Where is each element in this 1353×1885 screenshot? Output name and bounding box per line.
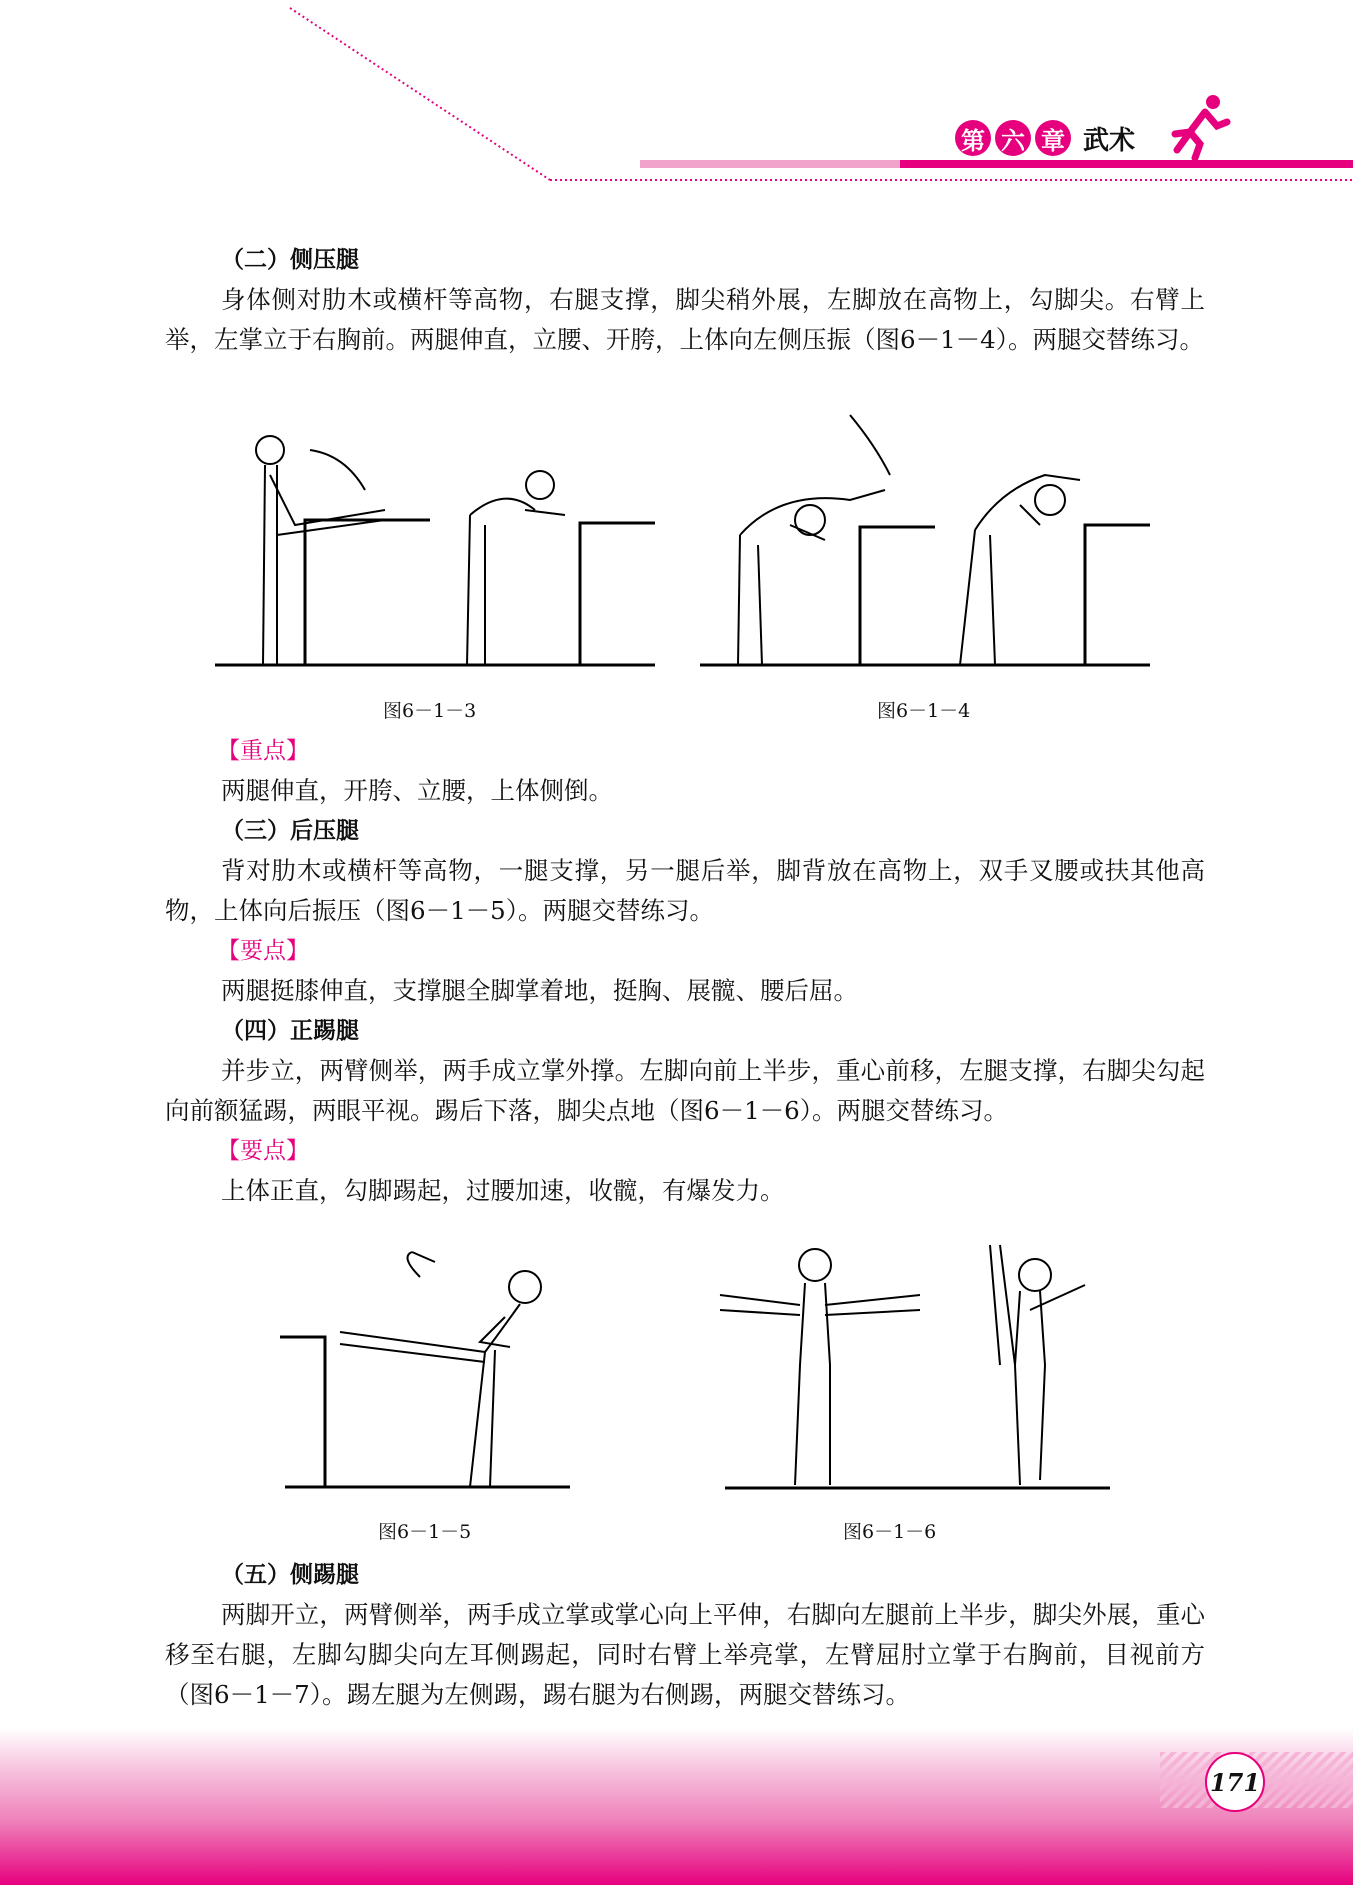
para-side-kick: 两脚开立，两臂侧举，两手成立掌或掌心向上平伸，右脚向左腿前上半步，脚尖外展，重心移至右腿，左脚勾脚尖向左耳侧踢起，同时右臂上举亮掌，左臂屈肘立掌于右胸前，目视前方（图6－1－7）。踢左腿为左侧踢，踢右腿为右侧踢，两腿交替练习。 bbox=[165, 1600, 1205, 1709]
heading-side-leg-press: （二）侧压腿 bbox=[221, 247, 359, 273]
footer-band bbox=[0, 1728, 1353, 1885]
figure-6-1-4-caption: 图6－1－4 bbox=[877, 700, 971, 722]
key-point-text-3: 两腿挺膝伸直，支撑腿全脚掌着地，挺胸、展髋、腰后屈。 bbox=[221, 976, 858, 1005]
figure-6-1-4 bbox=[700, 405, 1160, 675]
figure-6-1-5-caption: 图6－1－5 bbox=[378, 1521, 472, 1543]
page-number: 171 bbox=[1205, 1752, 1265, 1812]
heading-front-kick: （四）正踢腿 bbox=[221, 1018, 359, 1044]
para-side-leg-press: 身体侧对肋木或横杆等高物，右腿支撑，脚尖稍外展，左脚放在高物上，勾脚尖。右臂上举，左掌立于右胸前。两腿伸直，立腰、开胯，上体向左侧压振（图6－1－4）。两腿交替练习。 bbox=[165, 285, 1205, 354]
runner-icon bbox=[1165, 92, 1235, 162]
page-content-bottom bbox=[165, 1555, 1205, 1715]
para-back-leg-press: 背对肋木或横杆等高物，一腿支撑，另一腿后举，脚背放在高物上，双手叉腰或扶其他高物，上体向后振压（图6－1－5）。两腿交替练习。 bbox=[165, 856, 1205, 925]
chapter-name: 武术 bbox=[1083, 125, 1136, 156]
figure-6-1-5 bbox=[280, 1232, 580, 1492]
chapter-char-1: 第 bbox=[955, 120, 991, 156]
page-content bbox=[165, 240, 1205, 360]
key-point-label-4: 【要点】 bbox=[217, 1138, 309, 1164]
chapter-char-3: 章 bbox=[1035, 120, 1071, 156]
figure-6-1-6 bbox=[700, 1225, 1120, 1495]
heading-back-leg-press: （三）后压腿 bbox=[221, 818, 359, 844]
heading-side-kick: （五）侧踢腿 bbox=[221, 1562, 359, 1588]
header-decoration bbox=[0, 0, 1353, 200]
figure-6-1-3 bbox=[215, 415, 665, 675]
chapter-char-2: 六 bbox=[995, 120, 1031, 156]
key-point-text-4: 上体正直，勾脚踢起，过腰加速，收髋，有爆发力。 bbox=[221, 1176, 785, 1205]
key-point-label-2: 【重点】 bbox=[217, 738, 309, 764]
figure-6-1-3-caption: 图6－1－3 bbox=[383, 700, 477, 722]
figure-6-1-6-caption: 图6－1－6 bbox=[843, 1521, 937, 1543]
chapter-header bbox=[955, 118, 1135, 158]
page-content-middle bbox=[165, 731, 1205, 1211]
key-point-label-3: 【要点】 bbox=[217, 938, 309, 964]
key-point-text-2: 两腿伸直，开胯、立腰，上体侧倒。 bbox=[221, 776, 613, 805]
para-front-kick: 并步立，两臂侧举，两手成立掌外撑。左脚向前上半步，重心前移，左腿支撑，右脚尖勾起向前额猛踢，两眼平视。踢后下落，脚尖点地（图6－1－6）。两腿交替练习。 bbox=[165, 1056, 1205, 1125]
